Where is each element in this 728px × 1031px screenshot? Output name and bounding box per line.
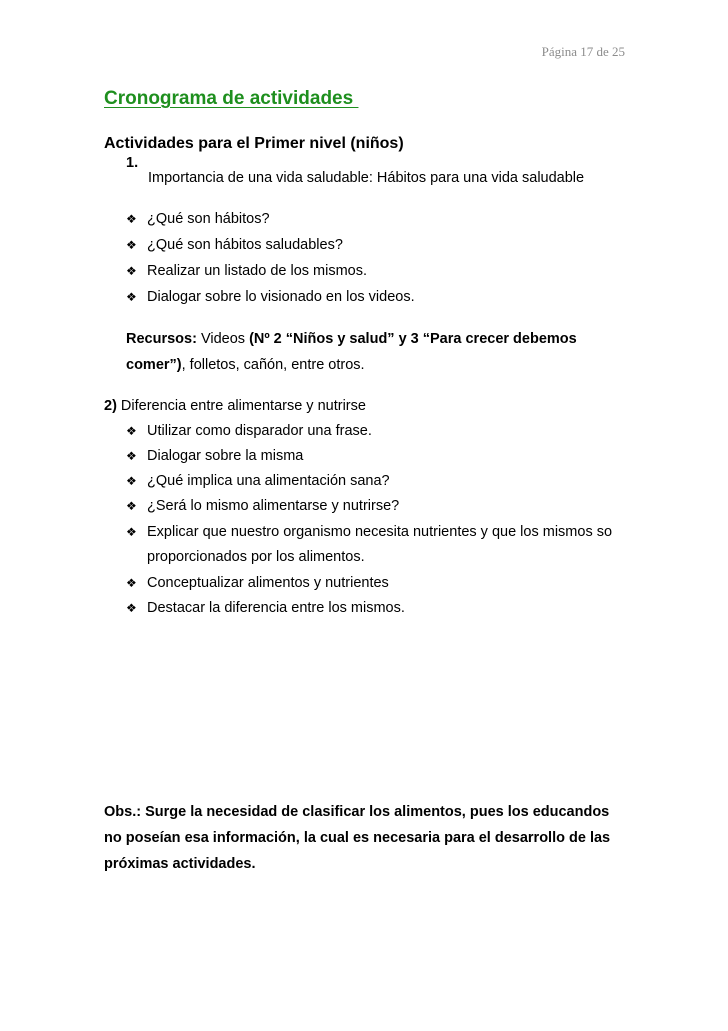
resources-videos-bold: (Nº 2 “Niños y salud” y 3 “Para crecer debemos [249,331,577,347]
list-item-text: ¿Será lo mismo alimentarse y nutrirse? [147,498,400,514]
list-item [126,473,390,489]
item2-heading [104,398,366,414]
list-item-text: ¿Qué implica una alimentación sana? [147,473,390,489]
list-item-text: ¿Qué son hábitos? [147,211,270,227]
list-item-text: ¿Qué son hábitos saludables? [147,237,343,253]
resources-label: Recursos: [126,331,197,347]
list-item [126,289,415,305]
resources-line2-bold: comer”) [126,357,182,373]
list-item-continuation: proporcionados por los alimentos. [147,549,365,565]
item1-text: Importancia de una vida saludable: Hábitos para una vida saludable [148,170,585,186]
page-number: Página 17 de 25 [541,44,625,59]
diamond-bullet-icon: ❖ [126,290,137,304]
diamond-bullet-icon: ❖ [126,576,137,590]
resources-line2-rest: , folletos, cañón, entre otros. [181,357,365,373]
list-item [126,575,389,591]
list-item [126,524,613,540]
list-item [126,423,372,439]
list-item-text: Dialogar sobre lo visionado en los videos. [147,289,415,305]
list-item-text: Utilizar como disparador una frase. [147,423,372,439]
list-item [126,237,343,253]
list-item [126,263,368,279]
list-item [126,448,304,464]
diamond-bullet-icon: ❖ [126,449,137,463]
resources-videos: Videos [196,331,250,347]
obs-line-1: Obs.: Surge la necesidad de clasificar los alimentos, pues los educandos [104,804,610,820]
diamond-bullet-icon: ❖ [126,264,137,278]
diamond-bullet-icon: ❖ [126,238,137,252]
resources-line-2 [126,357,365,373]
resources-line [126,331,577,347]
list-item [126,498,400,514]
list-item-text: Dialogar sobre la misma [147,448,304,464]
list-item [126,600,405,616]
list-item-text: Destacar la diferencia entre los mismos. [147,600,405,616]
diamond-bullet-icon: ❖ [126,474,137,488]
obs-line-3: próximas actividades. [104,856,256,872]
diamond-bullet-icon: ❖ [126,212,137,226]
list-item-text: Conceptualizar alimentos y nutrientes [147,575,389,591]
list-item [126,211,270,227]
diamond-bullet-icon: ❖ [126,424,137,438]
list-item-text: Explicar que nuestro organismo necesita nutrientes y que los mismos so [147,524,613,540]
item1-number: 1. [126,155,139,171]
page-title: Cronograma de actividades [104,88,359,109]
diamond-bullet-icon: ❖ [126,525,137,539]
item2-text: Diferencia entre alimentarse y nutrirse [116,398,366,414]
diamond-bullet-icon: ❖ [126,601,137,615]
diamond-bullet-icon: ❖ [126,499,137,513]
obs-line-2: no poseían esa información, la cual es necesaria para el desarrollo de las [104,830,611,846]
level-heading: Actividades para el Primer nivel (niños) [104,135,404,152]
list-item-text: Realizar un listado de los mismos. [147,263,368,279]
item2-number: 2) [104,398,117,414]
